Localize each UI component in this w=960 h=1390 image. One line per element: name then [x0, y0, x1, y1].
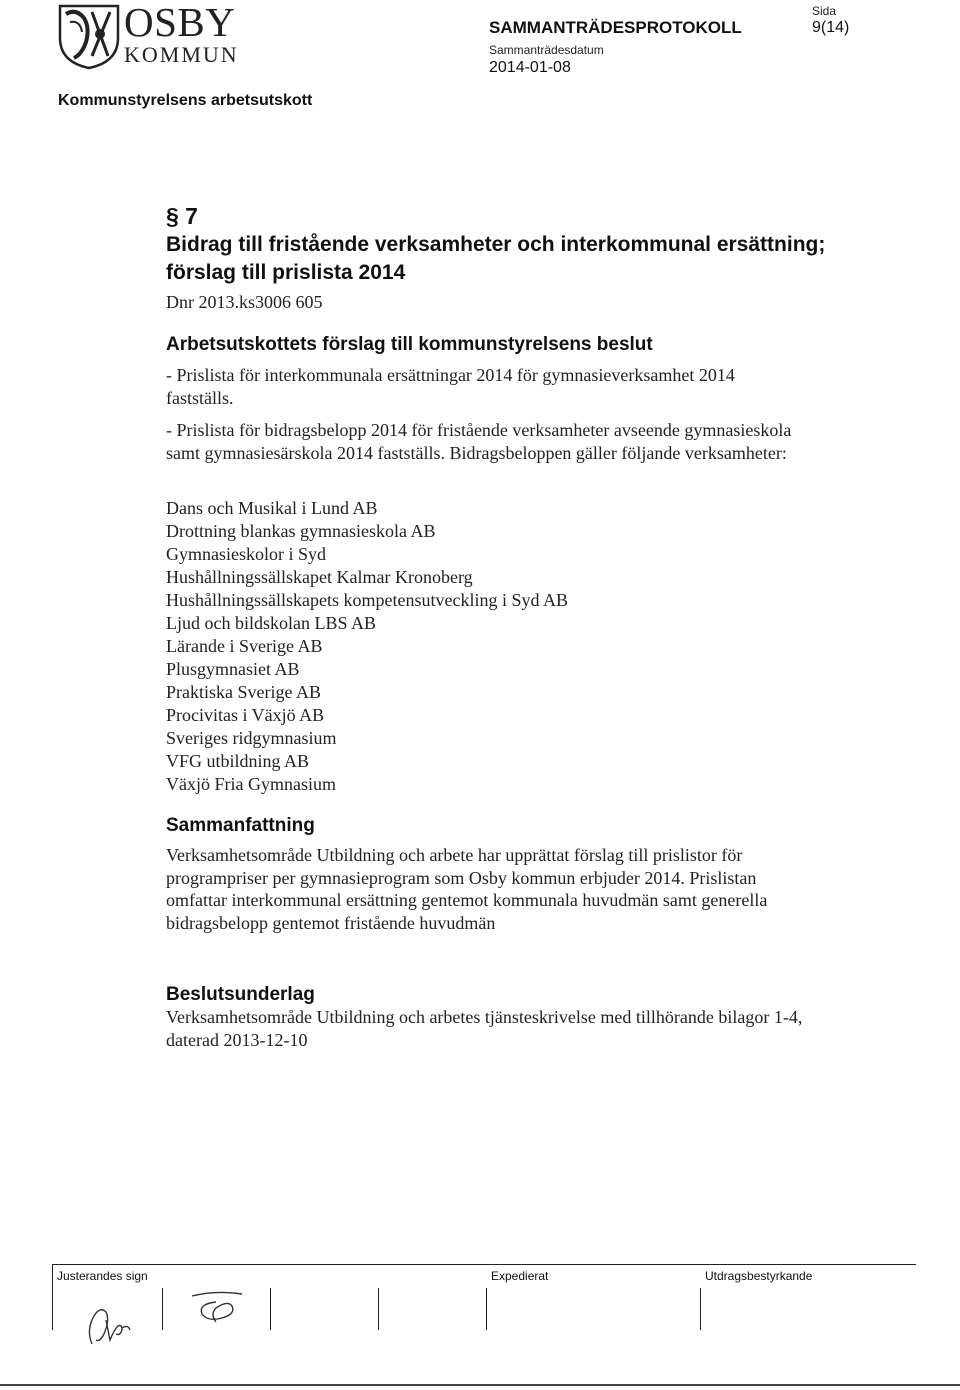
- committee-name: Kommunstyrelsens arbetsutskott: [58, 92, 313, 109]
- proposal-paragraph-1: - Prislista för interkommunala ersättningar 2014 för gymnasieverksamhet 2014 fastställs.: [166, 365, 735, 408]
- list-item: Ljud och bildskolan LBS AB: [166, 613, 377, 633]
- footer-top-rule: [52, 1264, 916, 1265]
- municipality-subtitle: KOMMUN: [124, 42, 239, 67]
- summary-text: Verksamhetsområde Utbildning och arbete har upprättat förslag till prislistor för programpriser per gymnasieprogram som Osby kommun erbjuder 2014. Prislistan omfattar interkommunal ersättning gentemot kommunala huvudmän samt generella bidragsbelopp gentemot fristående huvudmän: [166, 845, 768, 933]
- footer-divider: [270, 1288, 271, 1330]
- meeting-date-label: Sammanträdesdatum: [489, 43, 604, 57]
- list-item: Praktiska Sverige AB: [166, 682, 321, 702]
- list-item: Gymnasieskolor i Syd: [166, 544, 326, 564]
- list-item: Hushållningssällskapets kompetensutveckling i Syd AB: [166, 590, 568, 610]
- operations-list: [166, 497, 568, 796]
- basis-heading: Beslutsunderlag: [166, 984, 315, 1005]
- list-item: Procivitas i Växjö AB: [166, 705, 325, 725]
- footer-divider: [486, 1288, 487, 1330]
- section-heading: Bidrag till fristående verksamheter och interkommunal ersättning; förslag till prislista 2014: [166, 233, 826, 284]
- extract-label: Utdragsbestyrkande: [705, 1269, 813, 1283]
- basis-text: Verksamhetsområde Utbildning och arbetes tjänsteskrivelse med tillhörande bilagor 1-4, daterad 2013-12-10: [166, 1007, 803, 1050]
- list-item: Drottning blankas gymnasieskola AB: [166, 521, 436, 541]
- list-item: Lärande i Sverige AB: [166, 636, 323, 656]
- handwritten-initials-1-icon: [80, 1290, 140, 1352]
- list-item: Dans och Musikal i Lund AB: [166, 498, 378, 518]
- dispatched-label: Expedierat: [491, 1269, 549, 1283]
- footer-divider: [162, 1288, 163, 1330]
- summary-heading: Sammanfattning: [166, 815, 315, 836]
- list-item: Plusgymnasiet AB: [166, 659, 300, 679]
- footer-divider: [52, 1264, 53, 1330]
- footer-divider: [378, 1288, 379, 1330]
- proposal-paragraph-2: - Prislista för bidragsbelopp 2014 för fristående verksamheter avseende gymnasieskola samt gymnasiesärskola 2014 fastställs. Bidragsbeloppen gäller följande verksamheter:: [166, 420, 792, 463]
- paragraph-number: § 7: [166, 203, 198, 229]
- handwritten-initials-2-icon: [186, 1288, 256, 1328]
- page-label: Sida: [812, 4, 837, 18]
- list-item: Hushållningssällskapet Kalmar Kronoberg: [166, 567, 473, 587]
- footer-divider: [700, 1288, 701, 1330]
- list-item: Sveriges ridgymnasium: [166, 728, 337, 748]
- municipality-name: OSBY: [124, 0, 236, 45]
- bottom-edge-rule: [0, 1384, 960, 1386]
- reference-number: Dnr 2013.ks3006 605: [166, 292, 323, 312]
- page-number: 9(14): [812, 19, 850, 36]
- initials-label: Justerandes sign: [57, 1269, 148, 1283]
- proposal-heading: Arbetsutskottets förslag till kommunstyrelsens beslut: [166, 334, 653, 355]
- meeting-date-value: 2014-01-08: [489, 59, 571, 76]
- municipal-coat-of-arms-icon: [56, 2, 122, 70]
- list-item: Växjö Fria Gymnasium: [166, 774, 336, 794]
- list-item: VFG utbildning AB: [166, 751, 310, 771]
- document-title: SAMMANTRÄDESPROTOKOLL: [489, 18, 742, 37]
